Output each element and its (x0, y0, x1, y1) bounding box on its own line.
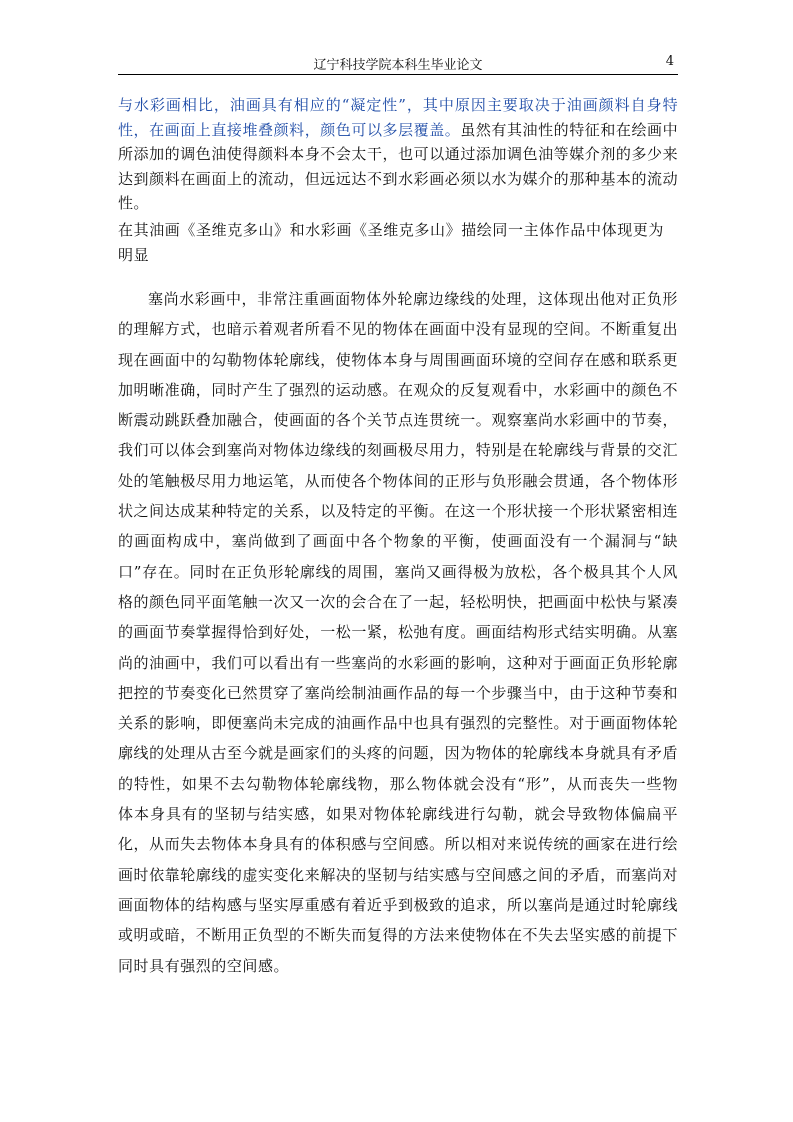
header-title: 辽宁科技学院本科生毕业论文 (313, 58, 483, 73)
paragraph-text: 虽然有其油性的特征和在绘画中所添加的调色油使得颜料本身不会太干，也可以通过添加调色油等媒介剂的多少来达到颜料在画面上的流动，但远远达不到水彩画必须以水为媒介的那种基本的流动性。 (118, 120, 678, 212)
paragraph-comparison (118, 93, 678, 216)
section-heading: 在其油画《圣维克多山》和水彩画《圣维克多山》描绘同一主体作品中体现更为明显 (118, 221, 665, 264)
page-header (118, 54, 678, 75)
highlighted-text: 与水彩画相比，油画具有相应的“凝定性”，其中原因主要取决于油画颜料自身特性，在画面上直接堆叠颜料，颜色可以多层覆盖。 (118, 96, 678, 139)
page-number: 4 (665, 54, 674, 69)
body-paragraph: 塞尚水彩画中，非常注重画面物体外轮廓边缘线的处理，这体现出他对正负形的理解方式，也暗示着观者所看不见的物体在画面中没有显现的空间。不断重复出现在画面中的勾勒物体轮廓线，使物体本身与周围画面环境的空间存在感和联系更加明晰准确，同时产生了强烈的运动感。在观众的反复观看中，水彩画中的颜色不断震动跳跃叠加融合，使画面的各个关节点连贯统一。观察塞尚水彩画中的节奏，我们可以体会到塞尚对物体边缘线的刻画极尽用力，特别是在轮廓线与背景的交汇处的笔触极尽用力地运笔，从而使各个物体间的正形与负形融会贯通，各个物体形状之间达成某种特定的关系，以及特定的平衡。在这一个形状接一个形状紧密相连的画面构成中，塞尚做到了画面中各个物象的平衡，使画面没有一个漏洞与“缺口”存在。同时在正负形轮廓线的周围，塞尚又画得极为放松，各个极具其个人风格的颜色同平面笔触一次又一次的会合在了一起，轻松明快，把画面中松快与紧凑的画面节奏掌握得恰到好处，一松一紧，松弛有度。画面结构形式结实明确。从塞尚的油画中，我们可以看出有一些塞尚的水彩画的影响，这种对于画面正负形轮廓把控的节奏变化已然贯穿了塞尚绘制油画作品的每一个步骤当中，由于这种节奏和关系的影响，即便塞尚未完成的油画作品中也具有强烈的完整性。对于画面物体轮廓线的处理从古至今就是画家们的头疼的问题，因为物体的轮廓线本身就具有矛盾的特性，如果不去勾勒物体轮廓线物，那么物体就会没有“形”，从而丧失一些物体本身具有的坚韧与结实感，如果对物体轮廓线进行勾勒，就会导致物体偏扁平化，从而失去物体本身具有的体积感与空间感。所以相对来说传统的画家在进行绘画时依靠轮廓线的虚实变化来解决的坚韧与结实感与空间感之间的矛盾，而塞尚对画面物体的结构感与坚实厚重感有着近乎到极致的追求，所以塞尚是通过时轮廓线或明或暗，不断用正负型的不断失而复得的方法来使物体在不失去坚实感的前提下同时具有强烈的空间感。 (118, 290, 678, 975)
